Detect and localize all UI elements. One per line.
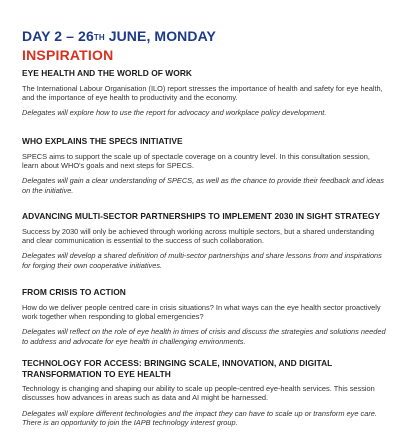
session-description: The International Labour Organisation (ILO) report stresses the importance of health and safety for eye health, and the importance of eye health to productivity and the economy. [22, 83, 383, 102]
session-heading: WHO EXPLAINS THE SPECS INITIATIVE [22, 136, 183, 146]
day-title-prefix: DAY 2 – 26 [22, 28, 94, 44]
session-specs-initiative [22, 136, 386, 195]
session-delegate-note: Delegates will explore how to use the report for advocacy and workplace policy development. [22, 108, 327, 118]
day-title: DAY 2 – 26 $^{TH}$ JUNE, MONDAY [22, 28, 216, 44]
session-delegate-note: Delegates will explore different technologies and the impact they can have to scale up or transform eye care. There is an opportunity to join the IAPB technology interest group. [22, 408, 377, 428]
session-multi-sector-partnerships [22, 211, 386, 270]
session-eye-health-world-of-work [22, 68, 386, 118]
page-header [22, 0, 384, 64]
session-delegate-note: Delegates will develop a shared definition of multi-sector partnerships and share lessons from and inspirations for forging their own cooperative initiatives. [22, 251, 382, 270]
session-description: Success by 2030 will only be achieved through working across multiple sectors, but a shared understanding and clear communication is essential to the success of such collaboration. [22, 226, 375, 245]
page-subtitle: INSPIRATION [22, 47, 114, 63]
session-heading: ADVANCING MULTI-SECTOR PARTNERSHIPS TO IMPLEMENT 2030 IN SIGHT STRATEGY [22, 211, 381, 221]
session-crisis-to-action [22, 287, 386, 346]
session-description: How do we deliver people centred care in crisis situations? In what ways can the eye health sector proactively work together when responding to global emergencies? [22, 302, 381, 321]
session-heading: FROM CRISIS TO ACTION [22, 287, 126, 297]
session-heading: EYE HEALTH AND THE WORLD OF WORK [22, 68, 193, 78]
session-delegate-note: Delegates will gain a clear understanding of SPECS, as well as the chance to provide their feedback and ideas on the initiative. [22, 176, 384, 195]
session-description: SPECS aims to support the scale up of spectacle coverage on a country level. In this consultation session, learn about WHO's goals and next steps for SPECS. [22, 151, 370, 170]
session-delegate-note: Delegates will reflect on the role of eye health in times of crisis and discuss the strategies and solutions needed to address and advocate for eye health in challenging environments. [22, 327, 386, 346]
day-title-suffix: JUNE, MONDAY [104, 28, 216, 44]
session-technology-for-access [22, 358, 386, 428]
session-heading: TECHNOLOGY FOR ACCESS: BRINGING SCALE, INNOVATION, AND DIGITAL TRANSFORMATION TO EYE HEALTH [22, 358, 333, 379]
session-description: Technology is changing and shaping our ability to scale up people-centred eye-health services. This session discusses how advances in areas such as data and AI might be harnessed. [22, 384, 375, 403]
